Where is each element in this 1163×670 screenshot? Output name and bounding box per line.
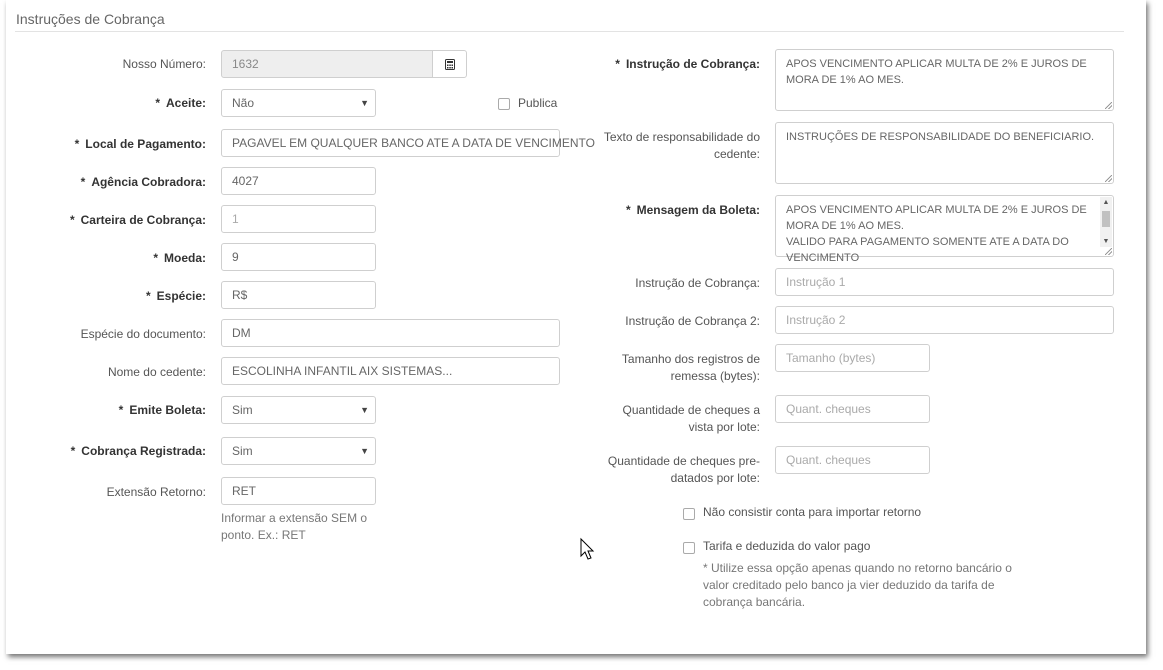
aceite-label (60, 95, 206, 112)
required-mark: * (70, 444, 76, 458)
cheques-predatados-label: Quantidade de cheques pre-datados por lote: (607, 454, 760, 485)
required-mark: * (155, 96, 160, 110)
required-mark: * (80, 175, 86, 189)
publica-label: Publica (518, 96, 558, 110)
resize-handle-icon[interactable] (1105, 102, 1112, 109)
section-title: Instruções de Cobrança (16, 11, 165, 27)
scroll-thumb[interactable] (1102, 211, 1110, 227)
chevron-down-icon: ▼ (360, 446, 369, 456)
nosso-numero-label: Nosso Número: (122, 57, 206, 71)
extensao-retorno-help: Informar a extensão SEM o ponto. Ex.: RET (221, 511, 368, 542)
mensagem-boleta-scrollbar[interactable] (1100, 197, 1112, 247)
mouse-cursor-icon (580, 538, 596, 562)
instrucao-2-label: Instrução de Cobrança 2: (625, 314, 760, 328)
emite-boleta-label-text: Emite Boleta: (129, 403, 206, 417)
local-pagamento-input[interactable]: PAGAVEL EM QUALQUER BANCO ATE A DATA DE VENCIMENTO (221, 129, 560, 157)
carteira-cobranca-label (30, 212, 206, 229)
especie-documento-input[interactable]: DM (221, 319, 560, 347)
resize-handle-icon[interactable] (1105, 248, 1112, 255)
instrucao-1-input[interactable]: Instrução 1 (775, 268, 1114, 296)
chevron-down-icon: ▼ (360, 98, 369, 108)
carteira-cobranca-input[interactable]: 1 (221, 205, 376, 233)
aceite-value: Não (232, 96, 255, 110)
nosso-numero-input[interactable]: 1632 (221, 50, 433, 78)
nao-consistir-checkbox[interactable] (683, 508, 695, 520)
mensagem-boleta-textarea[interactable] (775, 195, 1114, 264)
instrucao-2-input[interactable]: Instrução 2 (775, 306, 1114, 334)
cobranca-registrada-value: Sim (232, 444, 253, 458)
extensao-retorno-label: Extensão Retorno: (106, 485, 206, 499)
agencia-cobradora-label (40, 174, 206, 191)
calculator-icon (445, 59, 455, 70)
instrucao-1-label: Instrução de Cobrança: (635, 276, 760, 290)
nao-consistir-label: Não consistir conta para importar retorno (703, 505, 922, 519)
cobranca-registrada-label-text: Cobrança Registrada: (81, 444, 206, 458)
texto-responsabilidade-label: Texto de responsabilidade do cedente: (603, 130, 760, 161)
nome-cedente-label: Nome do cedente: (107, 365, 206, 379)
required-mark: * (74, 137, 80, 151)
section-divider (15, 31, 1124, 32)
especie-documento-label: Espécie do documento: (80, 327, 206, 341)
scroll-down-icon[interactable]: ▼ (1102, 238, 1110, 245)
emite-boleta-value: Sim (232, 403, 253, 417)
resize-handle-icon[interactable] (1105, 175, 1112, 182)
tarifa-deduzida-checkbox[interactable] (683, 542, 695, 554)
moeda-label (60, 250, 206, 267)
required-mark: * (118, 403, 124, 417)
instrucao-cobranca-value: APOS VENCIMENTO APLICAR MULTA DE 2% E JUROS DE MORA DE 1% AO MES. (786, 58, 1087, 86)
especie-label-text: Espécie: (156, 289, 206, 303)
tarifa-deduzida-label: Tarifa e deduzida do valor pago (703, 539, 871, 553)
agencia-cobradora-input[interactable]: 4027 (221, 167, 376, 195)
chevron-down-icon: ▼ (360, 405, 369, 415)
cobranca-registrada-select[interactable] (221, 437, 376, 465)
publica-checkbox[interactable] (498, 98, 510, 110)
cheques-vista-input[interactable]: Quant. cheques (775, 395, 930, 423)
texto-responsabilidade-textarea[interactable] (775, 122, 1114, 184)
mensagem-boleta-label-text: Mensagem da Boleta: (636, 203, 760, 217)
especie-label (60, 288, 206, 305)
cheques-predatados-input[interactable]: Quant. cheques (775, 446, 930, 474)
cobranca-registrada-label (30, 443, 206, 460)
required-mark: * (615, 57, 620, 71)
moeda-input[interactable]: 9 (221, 243, 376, 271)
especie-input[interactable]: R$ (221, 281, 376, 309)
tamanho-registros-input[interactable]: Tamanho (bytes) (775, 344, 930, 372)
local-pagamento-label-text: Local de Pagamento: (85, 137, 206, 151)
mensagem-boleta-label (580, 202, 760, 219)
emite-boleta-label (40, 402, 206, 419)
aceite-label-text: Aceite: (165, 96, 206, 110)
aceite-select[interactable] (221, 89, 376, 117)
nome-cedente-input[interactable]: ESCOLINHA INFANTIL AIX SISTEMAS... (221, 357, 560, 385)
extensao-retorno-input[interactable]: RET (221, 477, 376, 505)
required-mark: * (153, 251, 158, 265)
calculator-button[interactable] (432, 50, 467, 78)
agencia-cobradora-label-text: Agência Cobradora: (91, 175, 206, 189)
instrucao-cobranca-label-text: Instrução de Cobrança: (625, 57, 760, 71)
required-mark: * (625, 203, 631, 217)
carteira-cobranca-label-text: Carteira de Cobrança: (80, 213, 206, 227)
tarifa-deduzida-help: * Utilize essa opção apenas quando no retorno bancário o valor creditado pelo banco ja vier deduzido da tarifa de cobrança bancária. (703, 561, 1012, 609)
moeda-label-text: Moeda: (164, 251, 206, 265)
local-pagamento-label (40, 136, 206, 153)
cheques-vista-label: Quantidade de cheques a vista por lote: (622, 403, 760, 434)
scroll-up-icon[interactable]: ▲ (1102, 199, 1110, 206)
instrucao-cobranca-label (580, 56, 760, 73)
instrucao-cobranca-textarea[interactable] (775, 49, 1114, 111)
required-mark: * (69, 213, 75, 227)
mensagem-boleta-value: APOS VENCIMENTO APLICAR MULTA DE 2% E JUROS DE MORA DE 1% AO MES. VALIDO PARA PAGAMENTO SOMENTE ATE A DATA DO VENCIMENTO (786, 204, 1087, 264)
tamanho-registros-label: Tamanho dos registros de remessa (bytes): (621, 352, 760, 383)
emite-boleta-select[interactable] (221, 396, 376, 424)
texto-responsabilidade-value: INSTRUÇÕES DE RESPONSABILIDADE DO BENEFICIARIO. (786, 131, 1095, 143)
required-mark: * (145, 289, 151, 303)
